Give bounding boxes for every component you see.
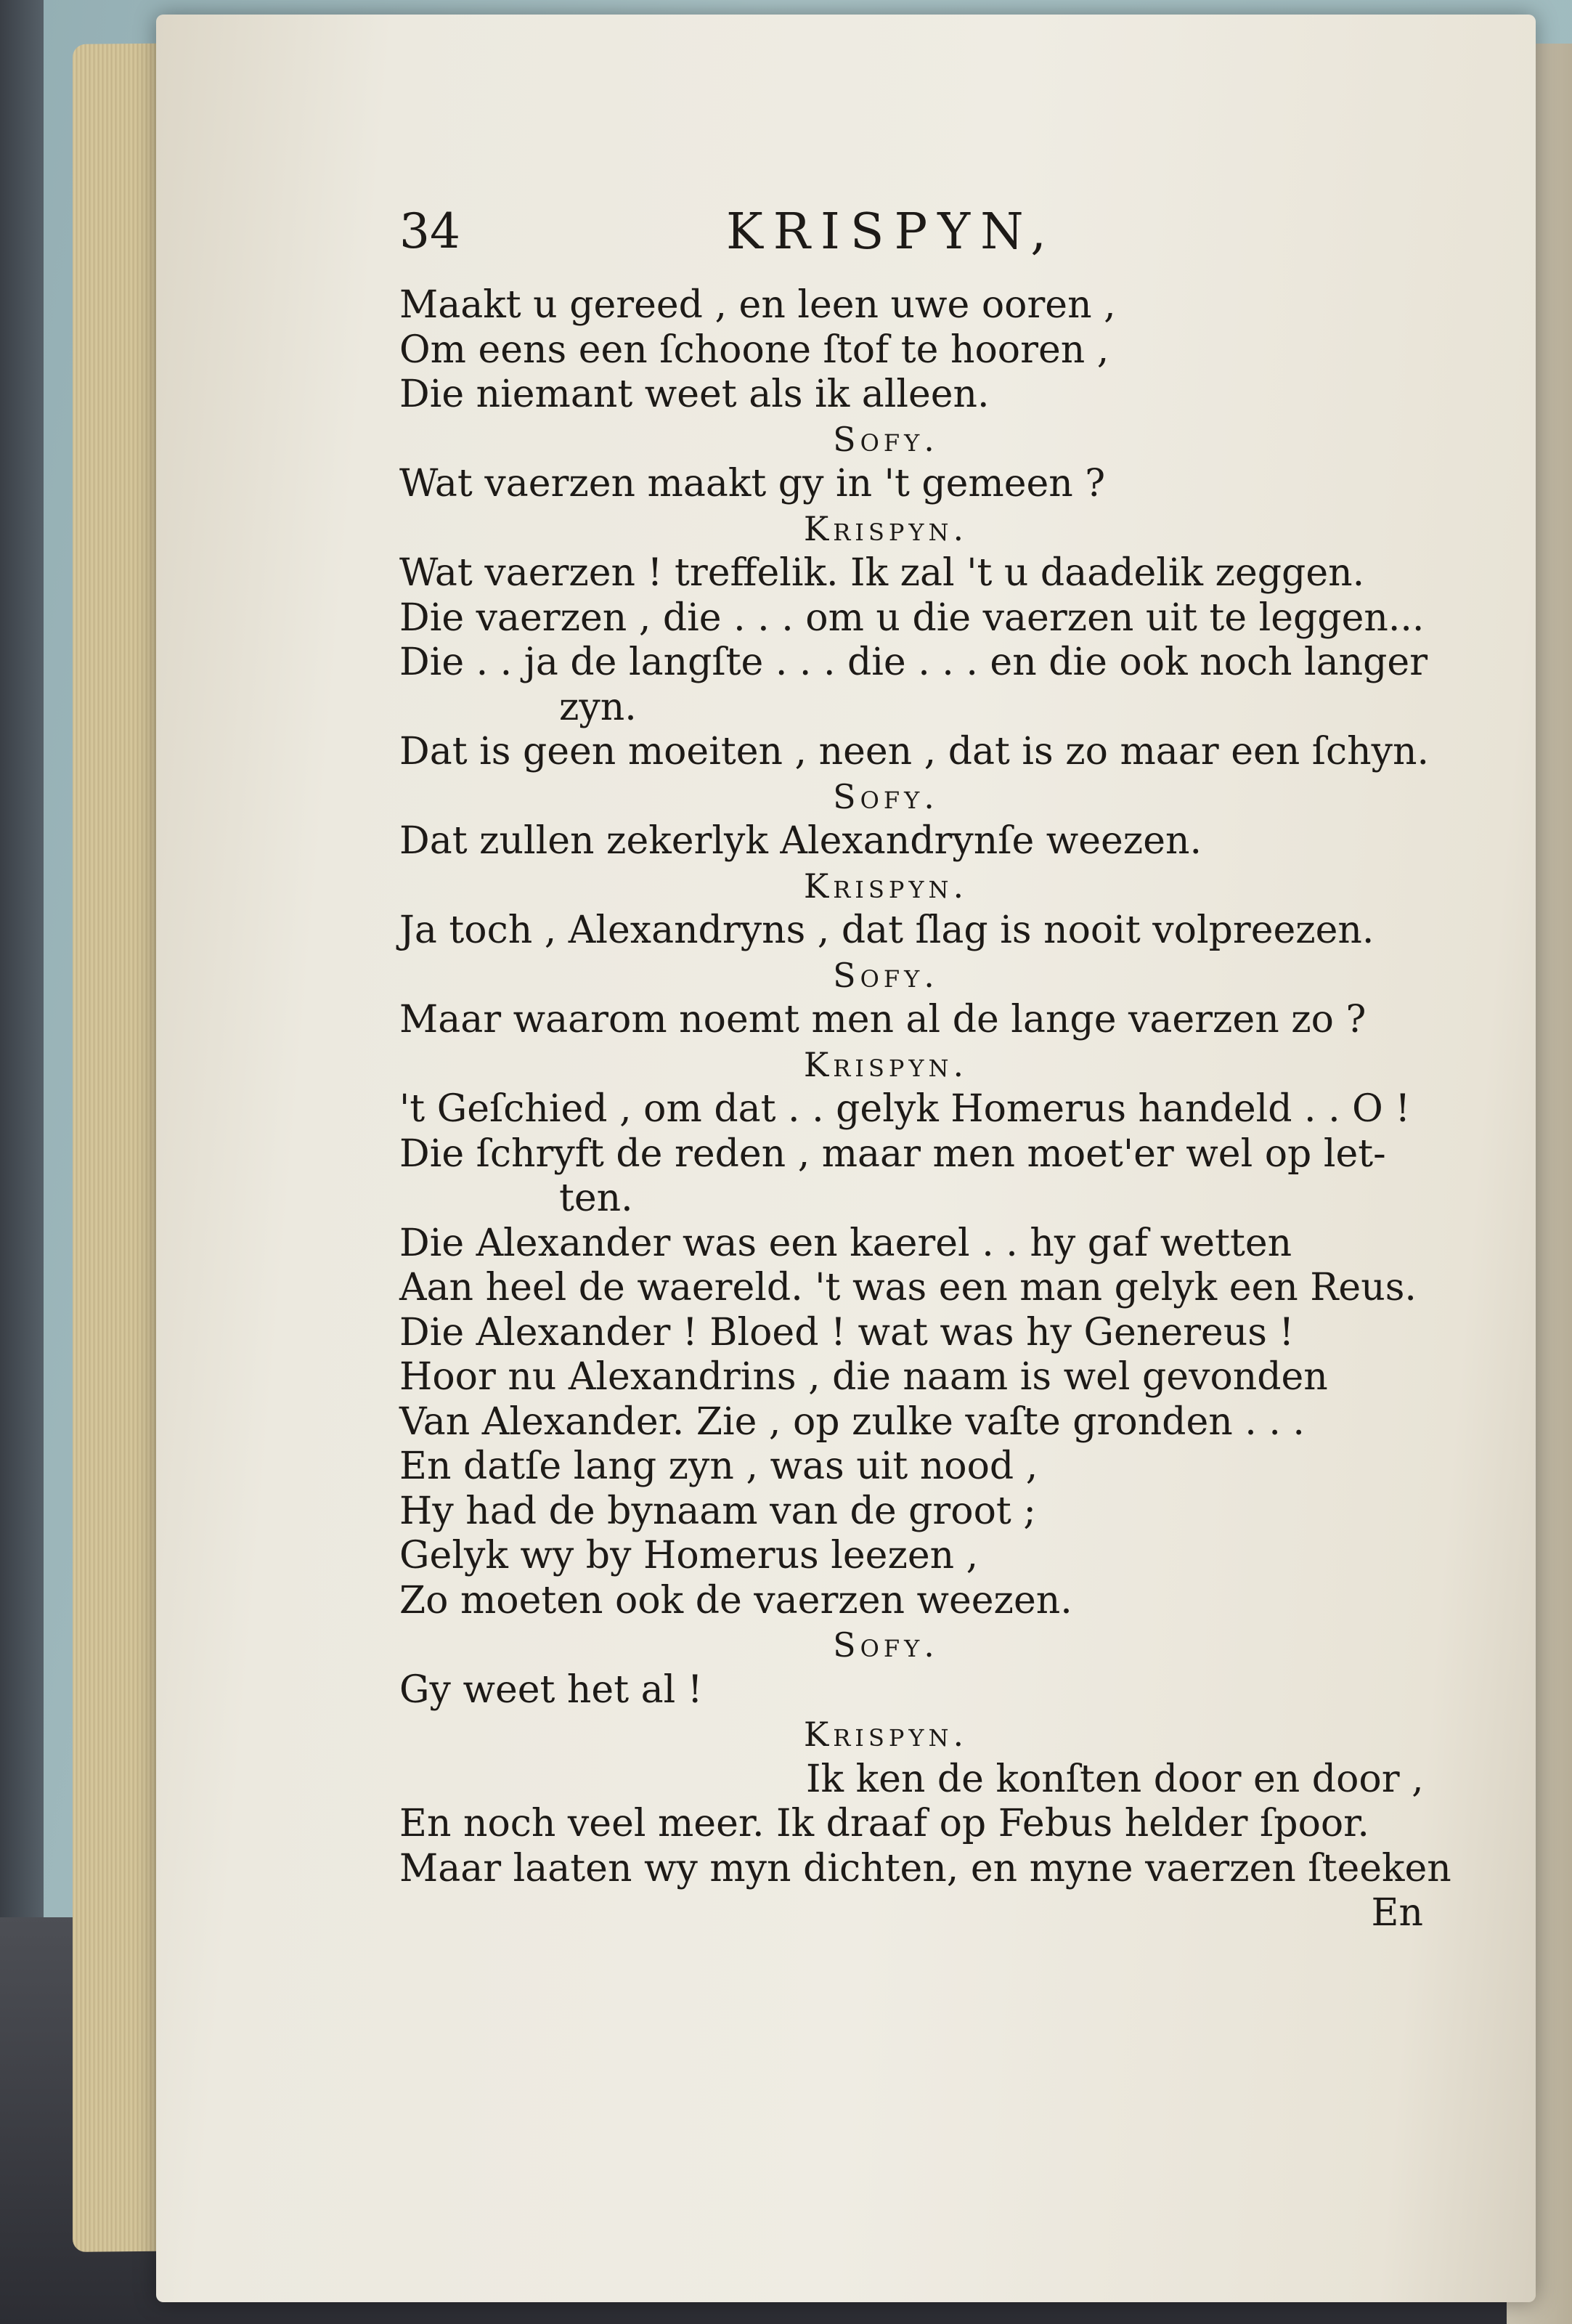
speaker-sofy: Sofy. — [833, 955, 939, 995]
speaker-krispyn: Krispyn. — [803, 508, 969, 548]
speaker-sofy: Sofy. — [833, 776, 939, 816]
verse-line: Die niemant weet als ik alleen. — [399, 373, 990, 416]
catchword: En — [1371, 1891, 1423, 1935]
page-number: 34 — [399, 203, 460, 259]
verse-line: En noch veel meer. Ik draaf op Febus helder ſpoor. — [399, 1802, 1369, 1845]
verse-line: Wat vaerzen ! treffelik. Ik zal 't u daadelik zeggen. — [399, 551, 1365, 595]
verse-line: Wat vaerzen maakt gy in 't gemeen ? — [399, 462, 1106, 505]
speaker-sofy: Sofy. — [833, 1625, 939, 1665]
speaker-sofy: Sofy. — [833, 419, 939, 459]
verse-line: Ja toch , Alexandryns , dat ſlag is nooit volpreezen. — [399, 909, 1375, 952]
verse-line-continuation: zyn. — [559, 685, 637, 729]
verse-line: Die . . ja de langſte . . . die . . . en die ook noch langer — [399, 641, 1428, 684]
speaker-krispyn: Krispyn. — [803, 1044, 969, 1084]
verse-line: Ik ken de konſten door en door , — [806, 1757, 1424, 1801]
verse-line: Dat is geen moeiten , neen , dat is zo maar een ſchyn. — [399, 730, 1430, 773]
verse-line: Hoor nu Alexandrins , die naam is wel gevonden — [399, 1355, 1328, 1399]
verse-line: Dat zullen zekerlyk Alexandrynſe weezen. — [399, 819, 1202, 863]
verse-line: Van Alexander. Zie , op zulke vaſte gronden . . . — [399, 1399, 1305, 1444]
verse-line: En datſe lang zyn , was uit nood , — [399, 1445, 1038, 1488]
verse-line: Om eens een ſchoone ſtof te hooren , — [399, 328, 1109, 372]
verse-line: Hy had de bynaam van de groot ; — [399, 1489, 1036, 1533]
verse-line: Maar laaten wy myn dichten, en myne vaerzen ſteeken — [399, 1846, 1451, 1890]
verse-line: Zo moeten ook de vaerzen weezen. — [399, 1578, 1072, 1622]
verse-line: Die vaerzen , die . . . om u die vaerzen uit te leggen... — [399, 596, 1425, 640]
speaker-krispyn: Krispyn. — [803, 866, 969, 906]
verse-line: Die Alexander ! Bloed ! wat was hy Genereus ! — [399, 1310, 1295, 1354]
page-header — [399, 203, 1430, 283]
verse-line: Maar waarom noemt men al de lange vaerzen zo ? — [399, 998, 1367, 1041]
page-text — [399, 203, 1451, 1936]
verse-line: 't Geſchied , om dat . . gelyk Homerus handeld . . O ! — [399, 1087, 1411, 1131]
verse-line: Aan heel de waereld. 't was een man gelyk een Reus. — [399, 1266, 1417, 1309]
verse-line: Gelyk wy by Homerus leezen , — [399, 1534, 979, 1577]
verse-line: Gy weet het al ! — [399, 1667, 703, 1712]
speaker-krispyn: Krispyn. — [803, 1715, 969, 1754]
verse-line-continuation: ten. — [559, 1177, 633, 1220]
running-head: KRISPYN, — [726, 203, 1056, 261]
verse-line: Die Alexander was een kaerel . . hy gaf wetten — [399, 1221, 1292, 1265]
verse-line: Die ſchryft de reden , maar men moet'er wel op let- — [399, 1131, 1386, 1176]
verse-line: Maakt u gereed , en leen uwe ooren , — [399, 283, 1116, 327]
